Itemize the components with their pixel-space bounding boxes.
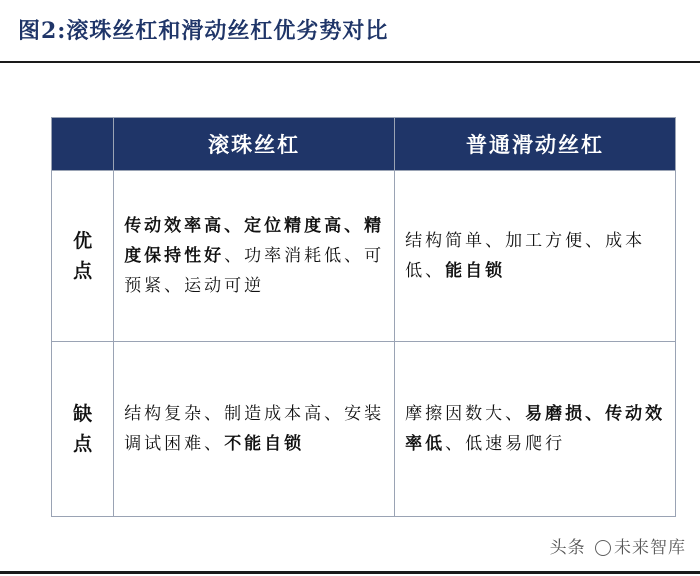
cell-text: 、功率消耗低、可预紧、运动可逆 — [124, 246, 385, 296]
watermark-prefix: 头条 — [549, 538, 586, 558]
cell-ball-advantages — [114, 171, 395, 342]
cell-slide-advantages — [395, 171, 676, 342]
header-corner — [52, 118, 114, 171]
row-label-char: 优 — [73, 230, 93, 252]
cell-text-bold: 不能自锁 — [224, 434, 305, 454]
table-header-row — [52, 118, 676, 171]
cell-text-bold: 易磨损、传动效率低 — [405, 404, 666, 454]
cell-text-bold: 能自锁 — [445, 261, 506, 281]
cell-text: 摩擦因数大、 — [405, 404, 526, 424]
row-label-char: 点 — [73, 260, 93, 282]
header-ball-screw: 滚珠丝杠 — [114, 118, 395, 171]
row-label-char: 点 — [73, 433, 93, 455]
row-label-char: 缺 — [73, 403, 93, 425]
cell-slide-disadvantages — [395, 342, 676, 517]
watermark-logo-icon — [595, 540, 611, 556]
cell-text: 结构简单、加工方便、成本低、 — [405, 231, 646, 281]
title-divider — [0, 61, 700, 63]
bottom-divider — [0, 571, 700, 574]
watermark — [550, 533, 686, 558]
cell-text-bold: 传动效率高、定位精度高、精度保持性好 — [124, 216, 385, 266]
cell-text: 、低速易爬行 — [445, 434, 566, 454]
cell-ball-disadvantages — [114, 342, 395, 517]
row-label-advantages — [52, 171, 114, 342]
header-sliding-screw: 普通滑动丝杠 — [395, 118, 676, 171]
cell-text: 结构复杂、制造成本高、安装调试困难、 — [124, 404, 385, 454]
figure-title: 图2:滚珠丝杠和滑动丝杠优劣势对比 — [18, 18, 389, 44]
table-row-disadvantages — [52, 342, 676, 517]
table-row-advantages — [52, 171, 676, 342]
comparison-table — [51, 117, 676, 517]
row-label-disadvantages — [52, 342, 114, 517]
watermark-name: 未来智库 — [614, 538, 686, 558]
